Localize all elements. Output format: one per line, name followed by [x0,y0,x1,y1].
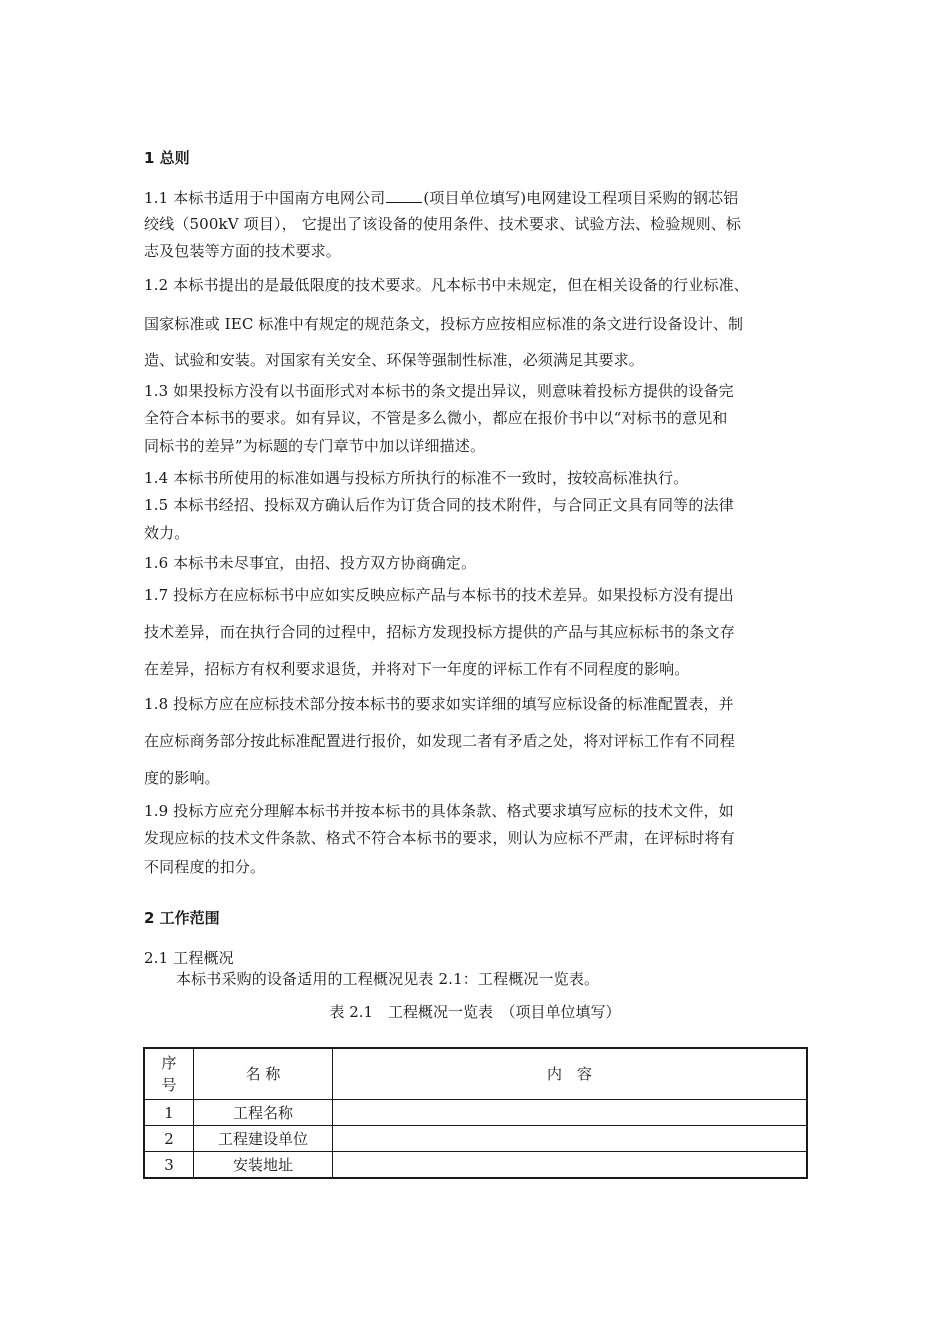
sub-heading: 2.1 工程概况 [144,949,234,967]
row-name-cell: 工程名称 [194,1100,333,1126]
paragraph-line: 全符合本标书的要求。如有异议，不管是多么微小，都应在报价书中以“对标书的意见和 [144,409,728,427]
paragraph-line: 1.7 投标方在应标标书中应如实反映应标产品与本标书的技术差异。如果投标方没有提出 [144,586,734,604]
paragraph-line: 不同程度的扣分。 [144,858,266,876]
section-2-heading: 2 工作范围 [144,909,220,927]
paragraph-text: 1.1 本标书适用于中国南方电网公司 [144,189,386,207]
paragraph-line: 发现应标的技术文件条款、格式不符合本标书的要求，则认为应标不严肃，在评标时将有 [144,829,735,847]
paragraph-line: 1.5 本标书经招、投标双方确认后作为订货合同的技术附件，与合同正文具有同等的法律 [144,496,734,514]
paragraph-line: 在应标商务部分按此标准配置进行报价，如发现二者有矛盾之处，将对评标工作有不同程 [144,732,735,750]
section-1-heading: 1 总则 [144,149,190,167]
project-overview-table [143,1047,808,1179]
row-content-cell[interactable] [333,1126,808,1152]
table-row [144,1152,807,1179]
table-row [144,1100,807,1126]
row-number-cell: 2 [144,1126,194,1152]
row-number-cell: 1 [144,1100,194,1126]
paragraph-line: 1.4 本标书所使用的标准如遇与投标方所执行的标准不一致时，按较高标准执行。 [144,469,689,487]
row-content-cell[interactable] [333,1152,808,1179]
header-content-cell: 内 容 [333,1048,808,1100]
header-number-line2: 号 [161,1076,177,1094]
table-row [144,1126,807,1152]
paragraph-line: 造、试验和安装。对国家有关安全、环保等强制性标准，必须满足其要求。 [144,351,644,369]
paragraph-line: 绞线（500kV 项目）， 它提出了该设备的使用条件、技术要求、试验方法、检验规则、标 [144,215,742,233]
intro-text: 本标书采购的设备适用的工程概况见表 2.1：工程概况一览表。 [176,970,600,988]
row-content-cell[interactable] [333,1100,808,1126]
paragraph-text: (项目单位填写)电网建设工程项目采购的钢芯铝 [423,189,739,207]
paragraph-line: 技术差异，而在执行合同的过程中，招标方发现投标方提供的产品与其应标标书的条文存 [144,623,735,641]
paragraph-line: 国家标准或 IEC 标准中有规定的规范条文，投标方应按相应标准的条文进行设备设计、制 [144,315,744,333]
paragraph-line: 志及包装等方面的技术要求。 [144,242,341,260]
paragraph-line: 1.8 投标方应在应标技术部分按本标书的要求如实详细的填写应标设备的标准配置表，并 [144,695,734,713]
paragraph-line [144,187,738,208]
row-name-cell: 工程建设单位 [194,1126,333,1152]
paragraph-line: 效力。 [144,524,190,542]
paragraph-line: 1.2 本标书提出的是最低限度的技术要求。凡本标书中未规定，但在相关设备的行业标准、 [144,276,749,294]
row-name-cell: 安装地址 [194,1152,333,1179]
header-number-cell [144,1048,194,1100]
fill-in-blank [386,189,422,203]
paragraph-line: 1.9 投标方应充分理解本标书并按本标书的具体条款、格式要求填写应标的技术文件，如 [144,802,734,820]
paragraph-line: 度的影响。 [144,769,220,787]
paragraph-line: 1.6 本标书未尽事宜，由招、投方双方协商确定。 [144,554,477,572]
paragraph-line: 同标书的差异”为标题的专门章节中加以详细描述。 [144,437,486,455]
table-caption: 表 2.1 工程概况一览表 （项目单位填写） [329,1003,621,1021]
header-name-cell: 名 称 [194,1048,333,1100]
paragraph-line: 在差异，招标方有权利要求退货，并将对下一年度的评标工作有不同程度的影响。 [144,660,690,678]
row-number-cell: 3 [144,1152,194,1179]
table-header-row [144,1048,807,1100]
header-number-line1: 序 [161,1054,177,1072]
paragraph-line: 1.3 如果投标方没有以书面形式对本标书的条文提出异议，则意味着投标方提供的设备完 [144,382,734,400]
